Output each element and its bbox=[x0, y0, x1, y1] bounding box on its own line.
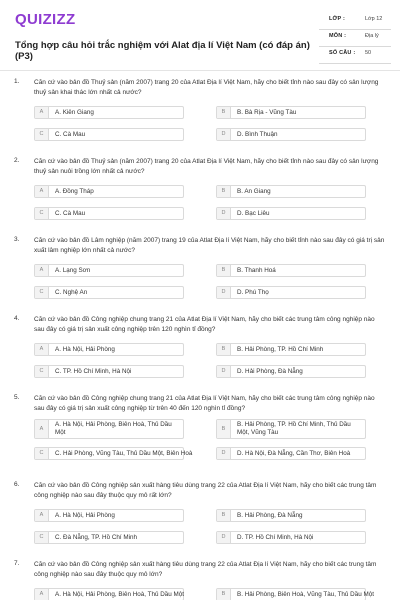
option-text: A. Kiên Giang bbox=[55, 109, 94, 116]
option-letter: C bbox=[35, 287, 49, 298]
option-letter: C bbox=[35, 532, 49, 543]
option-letter: A bbox=[35, 107, 49, 118]
option-letter: A bbox=[35, 186, 49, 197]
meta-row-count bbox=[319, 47, 391, 64]
option-b[interactable] bbox=[216, 588, 374, 600]
option-letter: B bbox=[217, 589, 231, 600]
meta-key: SỐ CÂU : bbox=[329, 50, 356, 56]
option-text: C. TP. Hồ Chí Minh, Hà Nội bbox=[55, 368, 132, 375]
option-text: B. Hải Phòng, Biên Hoà, Vũng Tàu, Thủ Dầu Một bbox=[237, 591, 374, 598]
option-letter: C bbox=[35, 129, 49, 140]
option-text: C. Nghệ An bbox=[55, 289, 88, 296]
option-letter: B bbox=[217, 510, 231, 521]
option-letter: A bbox=[35, 344, 49, 355]
meta-value: Lớp 12 bbox=[365, 16, 383, 22]
option-text: C. Đà Nẵng, TP. Hồ Chí Minh bbox=[55, 534, 138, 541]
option-text: D. Hải Phòng, Đà Nẵng bbox=[237, 368, 303, 375]
page-title: Tổng hợp câu hỏi trắc nghiệm với Alat địa lí Việt Nam (có đáp án) (P3) bbox=[15, 40, 310, 62]
meta-key: MÔN : bbox=[329, 33, 347, 39]
option-d[interactable] bbox=[216, 128, 366, 141]
option-text: B. Hải Phòng, Đà Nẵng bbox=[237, 512, 303, 519]
option-letter: B bbox=[217, 186, 231, 197]
option-text: D. Bạc Liêu bbox=[237, 210, 270, 217]
meta-row-subject bbox=[319, 30, 391, 47]
question-number: 4. bbox=[14, 315, 20, 322]
option-letter: B bbox=[217, 107, 231, 118]
option-letter: D bbox=[217, 366, 231, 377]
option-d[interactable] bbox=[216, 447, 366, 460]
question-text: Căn cứ vào bản đồ Thuỷ sản (năm 2007) trang 20 của Atlat Địa lí Việt Nam, hãy cho biết tỉnh nào sau đây có sản lượng thuỷ sản khai thác lớn nhất cả nước? bbox=[34, 79, 379, 96]
option-letter: D bbox=[217, 448, 231, 459]
meta-info bbox=[319, 13, 391, 64]
option-text: A. Hà Nội, Hải Phòng bbox=[55, 512, 115, 519]
question-text: Căn cứ vào bản đồ Công nghiệp sản xuất hàng tiêu dùng trang 22 của Atlat Địa lí Việt Nam, hãy cho biết các trung tâm công nghiệp nào sau đây thuộc quy mô lớn? bbox=[34, 561, 377, 578]
option-letter: A bbox=[35, 420, 49, 438]
question-number: 1. bbox=[14, 78, 20, 85]
option-text: A. Lạng Sơn bbox=[55, 267, 91, 274]
option-c[interactable] bbox=[34, 531, 184, 544]
question-number: 6. bbox=[14, 481, 20, 488]
option-letter: C bbox=[35, 448, 49, 459]
option-b[interactable] bbox=[216, 509, 366, 522]
option-b[interactable] bbox=[216, 264, 366, 277]
question-text: Căn cứ vào bản đồ Công nghiệp chung trang 21 của Atlat Địa lí Việt Nam, hãy cho biết các trung tâm công nghiệp nào sau đây có giá trị sản xuất công nghiệp từ trên 40 đến 120 nghìn tỉ đồng? bbox=[34, 395, 375, 412]
option-letter: B bbox=[217, 265, 231, 276]
option-letter: A bbox=[35, 510, 49, 521]
option-text: C. Cà Mau bbox=[55, 210, 86, 217]
option-a[interactable] bbox=[34, 185, 184, 198]
option-text: B. Hải Phòng, TP. Hồ Chí Minh, Thủ Dầu Một, Vũng Tàu bbox=[237, 421, 351, 436]
option-text: C. Cà Mau bbox=[55, 131, 86, 138]
meta-key: LỚP : bbox=[329, 16, 345, 22]
option-a[interactable] bbox=[34, 509, 184, 522]
option-a[interactable] bbox=[34, 106, 184, 119]
question-number: 5. bbox=[14, 394, 20, 401]
question-text: Căn cứ vào bản đồ Thuỷ sản (năm 2007) trang 20 của Atlat Địa lí Việt Nam, hãy cho biết tỉnh nào sau đây có sản lượng thuỷ sản nuôi trồng lớn nhất cả nước? bbox=[34, 158, 379, 175]
option-a[interactable] bbox=[34, 343, 184, 356]
option-letter: D bbox=[217, 129, 231, 140]
meta-value: 50 bbox=[365, 50, 372, 56]
option-letter: D bbox=[217, 287, 231, 298]
meta-row-grade bbox=[319, 13, 391, 30]
option-a[interactable] bbox=[34, 264, 184, 277]
option-text: C. Hải Phòng, Vũng Tàu, Thủ Dầu Một, Biên Hoà bbox=[55, 450, 193, 457]
option-c[interactable] bbox=[34, 286, 184, 299]
meta-value: Địa lý bbox=[365, 33, 379, 39]
option-letter: A bbox=[35, 265, 49, 276]
option-text: D. Hà Nội, Đà Nẵng, Cần Thơ, Biên Hoà bbox=[237, 450, 351, 457]
option-text: A. Hà Nội, Hải Phòng, Biên Hoà, Thủ Dầu Một bbox=[55, 421, 172, 436]
option-text: B. Thanh Hoá bbox=[237, 267, 276, 274]
option-letter: C bbox=[35, 366, 49, 377]
option-letter: A bbox=[35, 589, 49, 600]
option-letter: C bbox=[35, 208, 49, 219]
option-d[interactable] bbox=[216, 286, 366, 299]
option-text: B. Hải Phòng, TP. Hồ Chí Minh bbox=[237, 346, 324, 353]
option-text: A. Hà Nội, Hải Phòng, Biên Hoà, Thủ Dầu Một bbox=[55, 591, 185, 598]
question-text: Căn cứ vào bản đồ Công nghiệp sản xuất hàng tiêu dùng trang 22 của Atlat Địa lí Việt Nam, hãy cho biết các trung tâm công nghiệp nào sau đây thuộc quy mô rất lớn? bbox=[34, 482, 377, 499]
option-d[interactable] bbox=[216, 365, 366, 378]
option-b[interactable] bbox=[216, 106, 366, 119]
question-text: Căn cứ vào bản đồ Công nghiệp chung trang 21 của Atlat Địa lí Việt Nam, hãy cho biết các trung tâm công nghiệp nào sau đây có giá trị sản xuất công nghiệp trên 120 nghìn tỉ đồng? bbox=[34, 316, 375, 333]
option-text: A. Hà Nội, Hải Phòng bbox=[55, 346, 115, 353]
option-a[interactable] bbox=[34, 419, 184, 439]
option-b[interactable] bbox=[216, 343, 366, 356]
option-c[interactable] bbox=[34, 447, 193, 460]
option-b[interactable] bbox=[216, 185, 366, 198]
header-divider bbox=[0, 70, 400, 71]
option-text: D. Bình Thuận bbox=[237, 131, 278, 138]
option-letter: D bbox=[217, 208, 231, 219]
option-c[interactable] bbox=[34, 207, 184, 220]
option-a[interactable] bbox=[34, 588, 184, 600]
option-d[interactable] bbox=[216, 207, 366, 220]
question-text: Căn cứ vào bản đồ Lâm nghiệp (năm 2007) trang 19 của Atlat Địa lí Việt Nam, hãy cho biết tỉnh nào sau đây có giá trị sản xuất lâm nghiệp lớn nhất cả nước? bbox=[34, 237, 385, 254]
option-b[interactable] bbox=[216, 419, 366, 439]
option-text: D. Phú Thọ bbox=[237, 289, 269, 296]
option-letter: B bbox=[217, 420, 231, 438]
question-number: 3. bbox=[14, 236, 20, 243]
option-d[interactable] bbox=[216, 531, 366, 544]
option-c[interactable] bbox=[34, 128, 184, 141]
question-number: 7. bbox=[14, 560, 20, 567]
option-letter: D bbox=[217, 532, 231, 543]
option-text: A. Đồng Tháp bbox=[55, 188, 94, 195]
option-text: B. An Giang bbox=[237, 188, 271, 195]
quizizz-logo[interactable]: QUIZIZZ bbox=[15, 11, 76, 28]
option-text: D. TP. Hồ Chí Minh, Hà Nội bbox=[237, 534, 314, 541]
option-letter: B bbox=[217, 344, 231, 355]
option-text: B. Bà Rịa - Vũng Tàu bbox=[237, 109, 297, 116]
question-number: 2. bbox=[14, 157, 20, 164]
option-c[interactable] bbox=[34, 365, 184, 378]
